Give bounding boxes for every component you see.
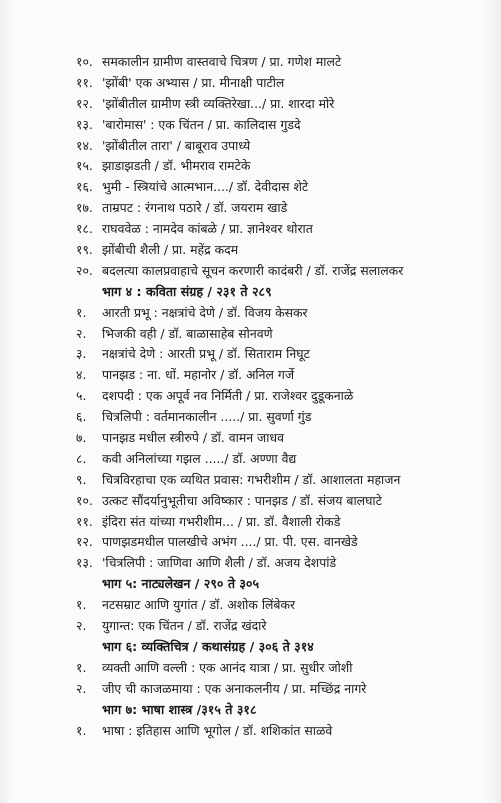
toc-entry [76, 156, 486, 177]
section-heading-4: भाग ४ : कविता संग्रह / २३१ ते २८९ [102, 283, 272, 299]
entry-title: बदलत्या कालप्रवाहाचे सूचन करणारी कादंबरी / डॉ. राजेंद्र सलालकर [102, 262, 404, 278]
entry-title: 'झोंबीतील तारा' / बाबूराव उपाध्ये [102, 137, 251, 153]
entry-title: पाणझडमधील पालखीचे अभंग ..../ प्रा. पी. एस. वानखेडे [102, 534, 358, 550]
toc-entry [76, 616, 486, 637]
toc-entry [76, 136, 486, 157]
entry-number: १. [76, 722, 87, 738]
entry-number: १०. [76, 54, 93, 69]
toc-entry [76, 449, 486, 470]
toc-entry [76, 386, 486, 407]
entry-title: भिजकी वही / डॉ. बाळासाहेब सोनवणे [102, 325, 273, 341]
entry-title: दशपदी : एक अपूर्व नव निर्मिती / प्रा. राजेश्वर दुडूकनाळे [102, 388, 354, 404]
entry-number: ४. [76, 367, 87, 383]
toc-entry [76, 721, 486, 742]
entry-number: १३. [76, 555, 93, 571]
entry-title: इंदिरा संत यांच्या गभरीशीम... / प्रा. डॉ. वैशाली रोकडे [102, 513, 341, 529]
entry-number: १६. [76, 179, 93, 195]
toc-entry [76, 219, 486, 240]
entry-title: झोंबीची शैली / प्रा. महेंद्र कदम [102, 242, 239, 258]
entry-number: २०. [76, 262, 93, 278]
entry-title: भुमी - स्त्रियांचे आत्मभान..../ डॉ. देवीदास शेटे [102, 179, 309, 195]
toc-entry [76, 407, 486, 428]
toc-entry [76, 177, 486, 198]
toc-entry [76, 303, 486, 324]
entry-title: भाषा : इतिहास आणि भूगोल / डॉ. शशिकांत साळवे [102, 722, 333, 738]
entry-number: ९. [76, 471, 87, 487]
entry-title: ताम्रपट : रंगनाथ पठारे / डॉ. जयराम खाडे [102, 200, 288, 216]
entry-number: ६. [76, 409, 87, 425]
entry-number: २. [76, 618, 87, 634]
entry-number: १४. [76, 137, 93, 153]
toc-entry [76, 512, 486, 533]
entry-number: १. [76, 304, 87, 320]
toc-entry [76, 658, 486, 679]
entry-number: ११. [76, 513, 93, 529]
toc-entry [76, 532, 486, 553]
entry-title: राघववेळ : नामदेव कांबळे / प्रा. ज्ञानेश्वर थोरात [102, 221, 313, 237]
entry-title: पानझड मधील स्त्रीरुपे / डॉ. वामन जाधव [102, 430, 284, 446]
toc-entry [76, 94, 486, 115]
entry-title: पानझड : ना. धों. महानोर / डॉ. अनिल गर्जे [102, 367, 295, 383]
toc-entry [76, 261, 486, 282]
entry-number: १०. [76, 492, 93, 508]
toc-entry [76, 553, 486, 574]
toc-entry [76, 240, 486, 261]
entry-number: १२. [76, 534, 93, 550]
entry-title: चित्रविरहाचा एक व्यथित प्रवास: गभरीशीम / डॉ. आशालता महाजन [102, 471, 401, 487]
toc-entry [76, 324, 486, 345]
entry-title: 'झोंबी' एक अभ्यास / प्रा. मीनाक्षी पाटील [102, 74, 285, 90]
entry-number: ८. [76, 450, 87, 466]
entry-number: ३. [76, 346, 87, 362]
entry-number: ११. [76, 74, 93, 90]
entry-title: 'बारोमास' : एक चिंतन / प्रा. कालिदास गुडदे [102, 116, 301, 132]
entry-title: उत्कट सौंदर्यानुभूतीचा अविष्कार : पानझड / डॉ. संजय बालघाटे [102, 492, 382, 508]
entry-title: नटसम्राट आणि युगांत / डॉ. अशोक लिंबेकर [102, 597, 296, 613]
toc-entry [76, 115, 486, 136]
section-heading-7: भाग ७: भाषा शास्त्र /३१५ ते ३१८ [102, 701, 257, 717]
entry-number: २. [76, 680, 87, 696]
entry-title: चित्रलिपी : वर्तमानकालीन ...../ प्रा. सुवर्णा गुंड [102, 409, 312, 425]
entry-number: ७. [76, 430, 87, 446]
entry-title: युगान्त: एक चिंतन / डॉ. राजेंद्र खंदारे [102, 618, 267, 634]
entry-number: १५. [76, 158, 93, 174]
entry-title: 'चित्रलिपी : जाणिवा आणि शैली / डॉ. अजय देशपांडे [102, 555, 337, 571]
toc-entry [76, 198, 486, 219]
toc-entry [76, 73, 486, 94]
entry-title: नक्षत्रांचे देणे : आरती प्रभू / डॉ. सिताराम निघूट [102, 346, 310, 362]
entry-number: १. [76, 597, 87, 613]
table-of-contents [76, 52, 486, 741]
entry-number: २. [76, 325, 87, 341]
toc-entry [76, 428, 486, 449]
entry-number: १. [76, 659, 87, 675]
entry-title: जीए ची काजळमाया : एक अनाकलनीय / प्रा. मच्छिंद्र नागरे [102, 680, 367, 696]
entry-number: ५. [76, 388, 87, 404]
entry-title: कवी अनिलांच्या गझल ...../ डॉ. अण्णा वैद्य [102, 450, 297, 466]
entry-number: १९. [76, 242, 93, 258]
toc-entry [76, 679, 486, 700]
entry-number: १३. [76, 116, 93, 132]
entry-title: 'झोंबीतील ग्रामीण स्त्री व्यक्तिरेखा.../ प्रा. शारदा मोरे [102, 95, 335, 111]
entry-number: १२. [76, 95, 93, 111]
toc-entry [76, 344, 486, 365]
entry-number: १७. [76, 200, 93, 216]
entry-title: झाडाझडती / डॉ. भीमराव रामटेके [102, 158, 251, 174]
toc-entry [76, 491, 486, 512]
toc-entry [76, 595, 486, 616]
section-heading-5: भाग ५: नाट्यलेखन / २९० ते ३०५ [102, 576, 260, 592]
entry-title: आरती प्रभू : नक्षत्रांचे देणे / डॉ. विजय केसकर [102, 304, 308, 320]
toc-entry [76, 52, 486, 73]
entry-number: १८. [76, 221, 93, 237]
entry-title: समकालीन ग्रामीण वास्तवाचे चित्रण / प्रा. गणेश मालटे [102, 54, 342, 69]
section-heading-6: भाग ६: व्यक्तिचित्र / कथासंग्रह / ३०६ ते ३१४ [102, 638, 314, 654]
entry-title: व्यक्ती आणि वल्ली : एक आनंद यात्रा / प्रा. सुधीर जोशी [102, 659, 353, 675]
toc-entry [76, 470, 486, 491]
toc-entry [76, 365, 486, 386]
